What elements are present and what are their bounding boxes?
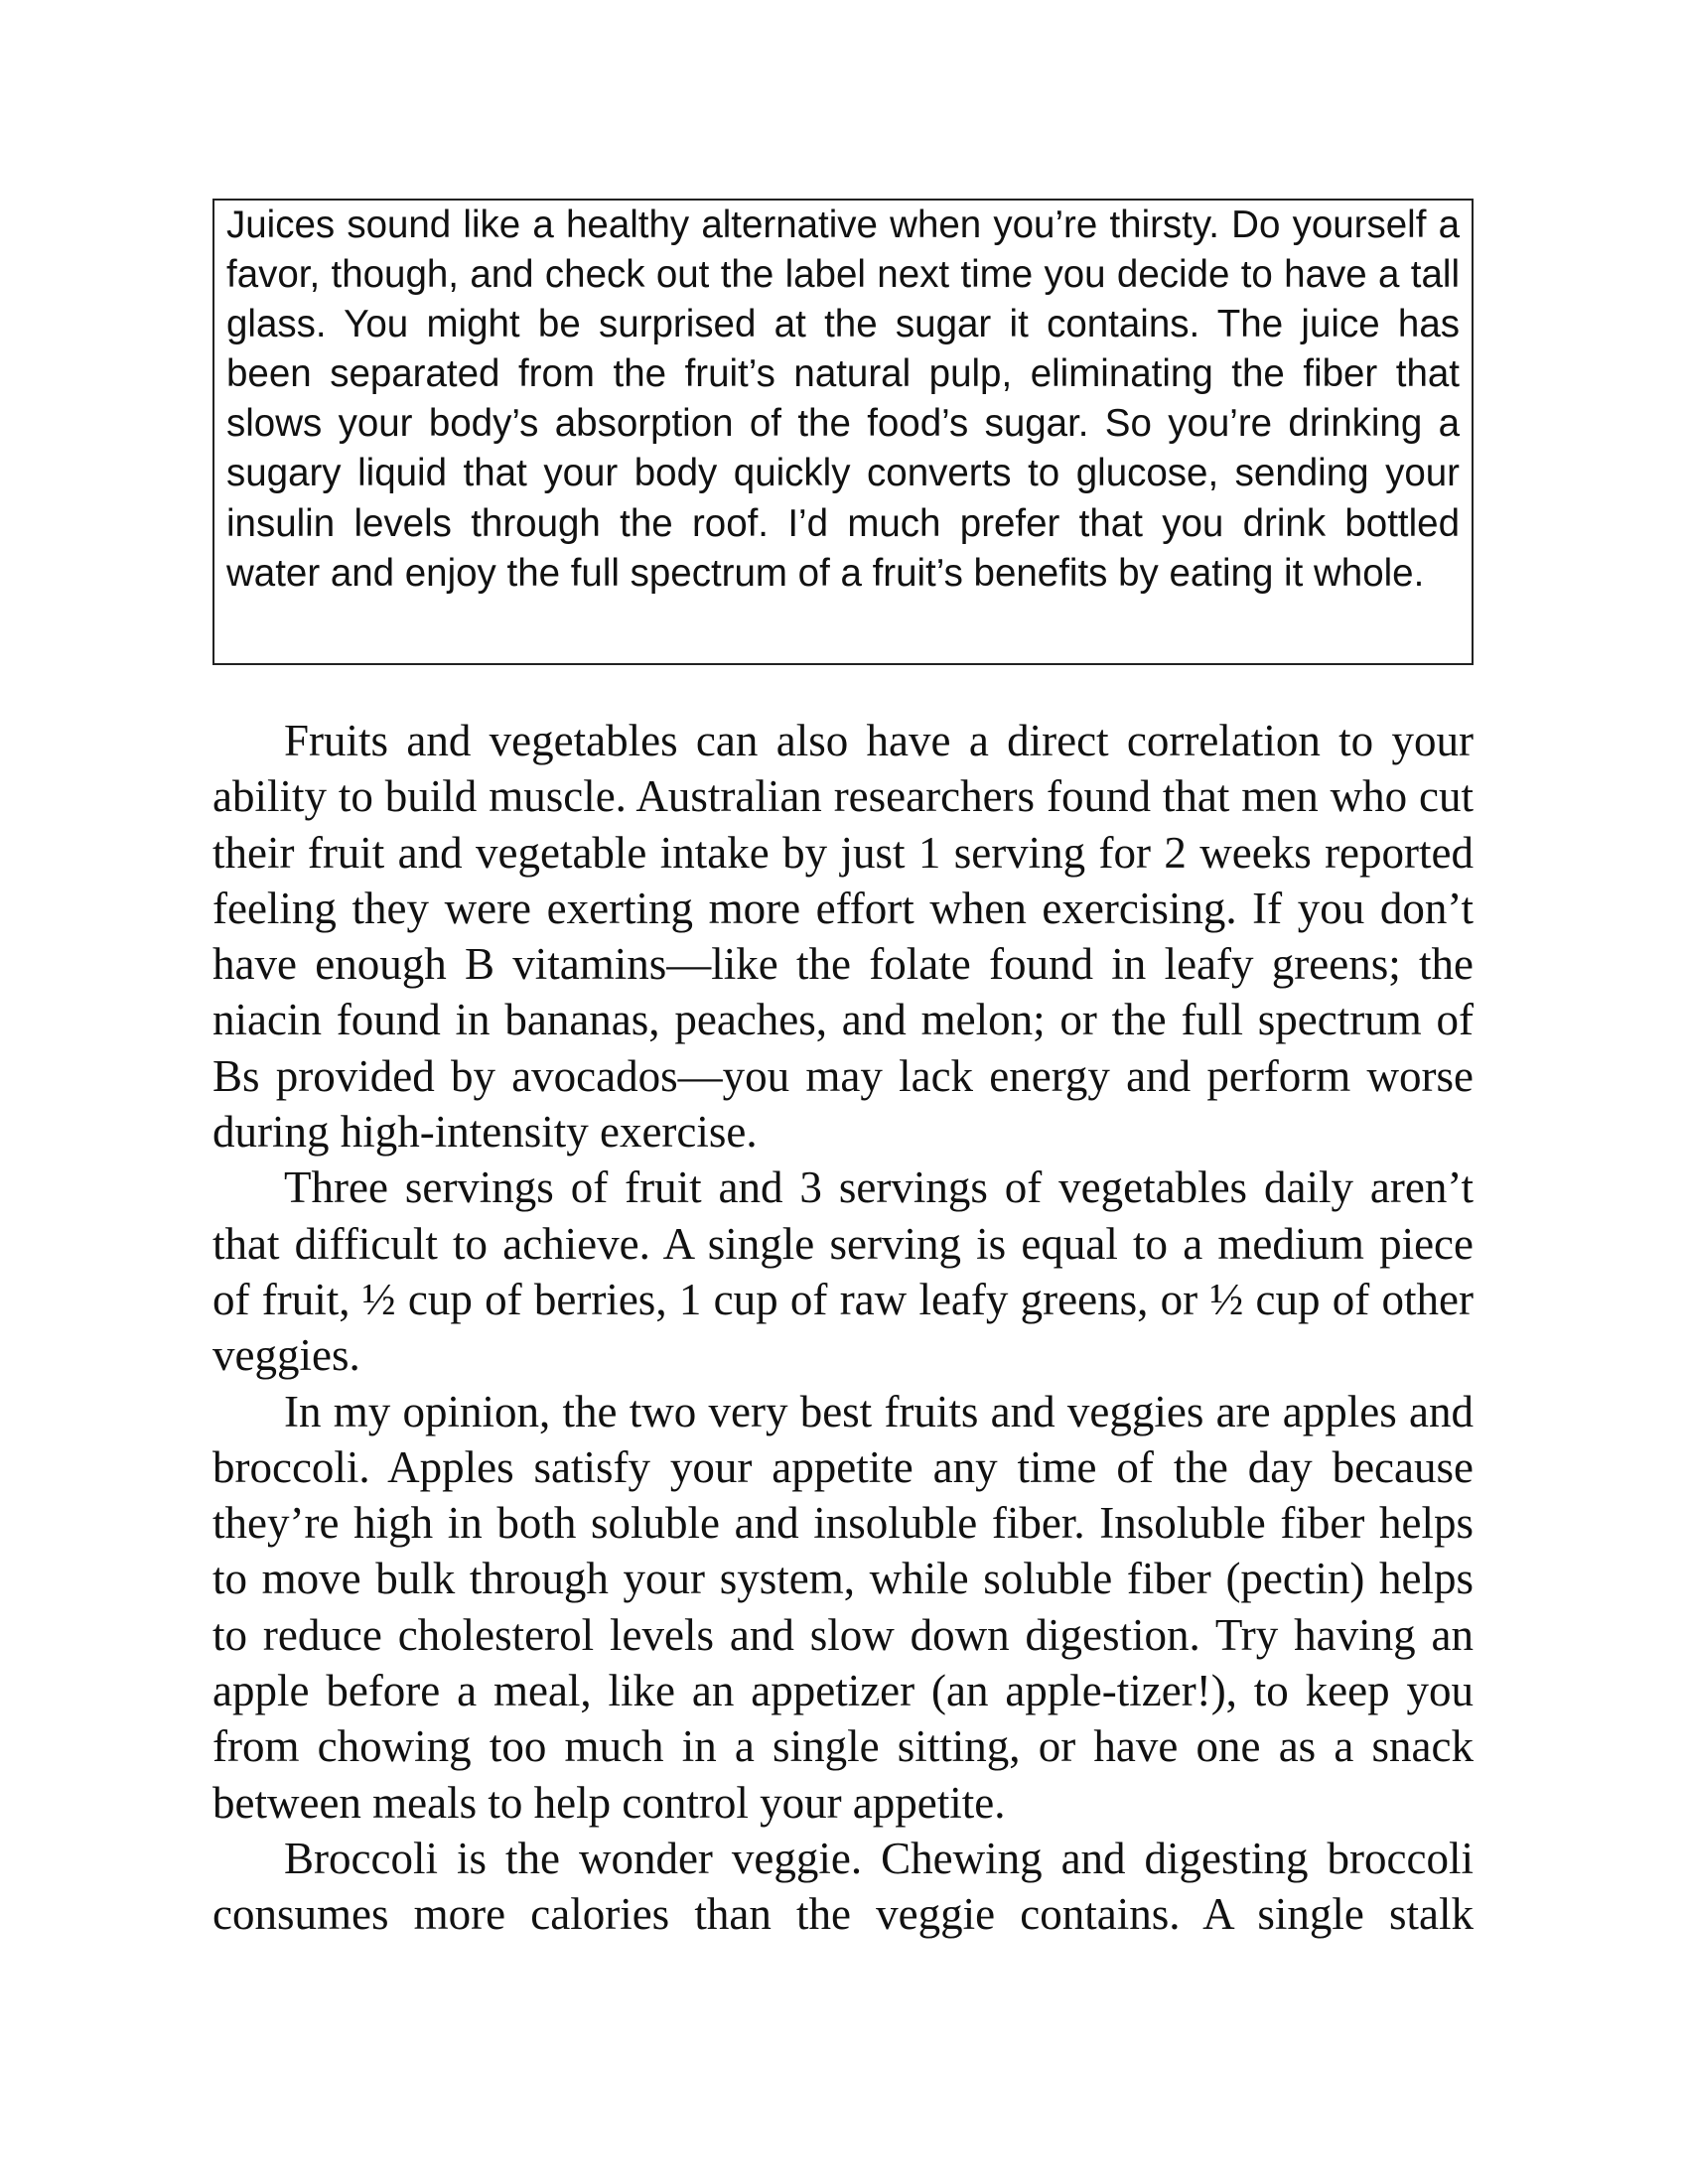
paragraph-broccoli: Broccoli is the wonder veggie. Chewing and digesting broccoli consumes more calories than the veggie contains. A single stalk — [212, 1833, 1474, 1940]
paragraph-apples: In my opinion, the two very best fruits and veggies are apples and broccoli. Apples satisfy your appetite any time of the day because they’re high in both soluble and insoluble fiber. Insoluble fiber helps to move bulk through your system, while soluble fiber (pectin) helps to reduce cholesterol levels and slow down digestion. Try having an apple before a meal, like an appetizer (an apple-tizer!), to keep you from chowing too much in a single sitting, or have one as a snack between meals to help control your appetite. — [212, 1386, 1474, 1828]
juice-sidebar-box — [212, 199, 1474, 665]
main-body-text — [212, 713, 1474, 1943]
paragraph-servings: Three servings of fruit and 3 servings of vegetables daily aren’t that difficult to achieve. A single serving is equal to a medium piece of fruit, ½ cup of berries, 1 cup of raw leafy greens, or ½ cup of other veggies. — [212, 1162, 1474, 1381]
sidebar-text: Juices sound like a healthy alternative when you’re thirsty. Do yourself a favor, though, and check out the label next time you decide to have a tall glass. You might be surprised at the sugar it contains. The juice has been separated from the fruit’s natural pulp, eliminating the fiber that slows your body’s absorption of the food’s sugar. So you’re drinking a sugary liquid that your body quickly converts to glucose, sending your insulin levels through the roof. I’d much prefer that you drink bottled water and enjoy the full spectrum of a fruit’s benefits by eating it whole. — [226, 204, 1460, 595]
paragraph-muscle: Fruits and vegetables can also have a direct correlation to your ability to build muscle. Australian researchers found that men who cut their fruit and vegetable intake by just 1 serving for 2 weeks reported feeling they were exerting more effort when exercising. If you don’t have enough B vitamins—like the folate found in leafy greens; the niacin found in bananas, peaches, and melon; or the full spectrum of Bs provided by avocados—you may lack energy and perform worse during high-intensity exercise. — [212, 716, 1474, 1158]
